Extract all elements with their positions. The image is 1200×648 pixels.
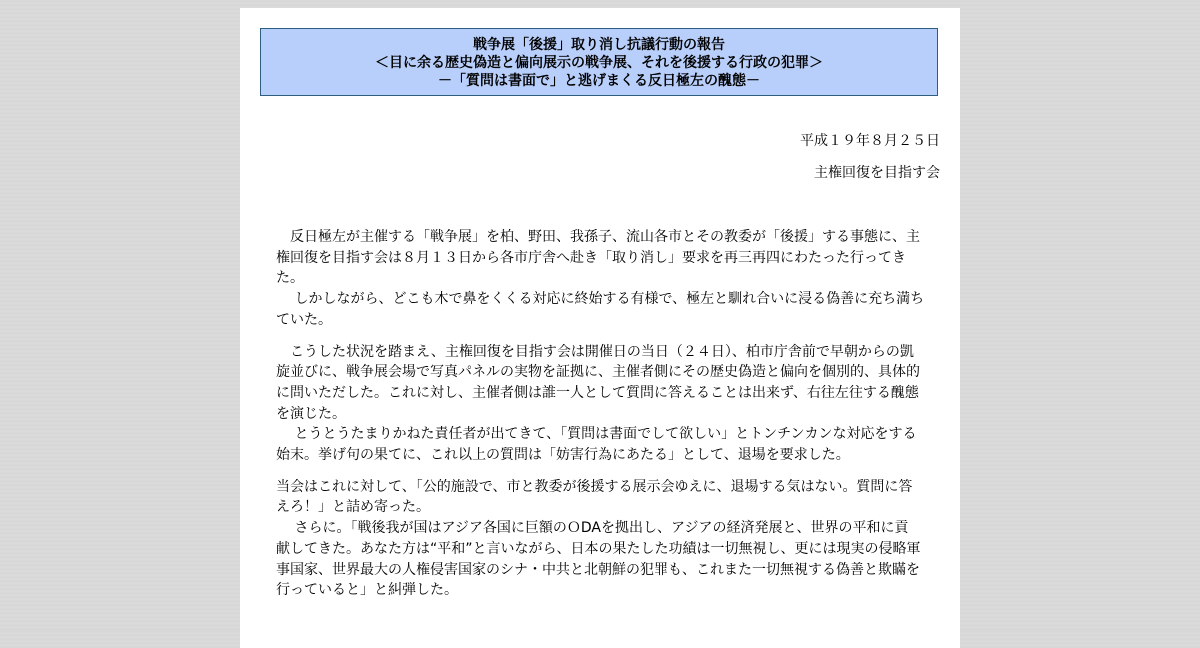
text-line: こうした状況を踏まえ、主権回復を目指す会は開催日の当日（２４日）、柏市庁舎前で早朝からの凱	[276, 343, 914, 360]
text-line: 献してきた。あなた方は“平和”と言いながら、日本の果たした功績は一切無視し、更には現実の侵略軍	[276, 540, 921, 557]
text-line: とうとうたまりかねた責任者が出てきて、「質問は書面でして欲しい」とトンチンカンな対応をする	[276, 426, 917, 443]
text-line: 旋並びに、戦争展会場で写真パネルの実物を証拠に、主催者側にその歴史偽造と偏向を個別的、具体的	[276, 364, 920, 381]
organization-name: 主権回復を目指す会	[814, 165, 940, 181]
text-line: しかしながら、どこも木で鼻をくくる対応に終始する有様で、極左と馴れ合いに浸る偽善に充ち満ち	[276, 291, 925, 308]
title-line-3: －「質問は書面で」と逃げまくる反日極左の醜態－	[438, 73, 760, 89]
text-line: に問いただした。これに対し、主催者側は誰一人として質問に答えることは出来ず、右往左往する醜態	[276, 384, 919, 401]
text-line: 反日極左が主催する「戦争展」を柏、野田、我孫子、流山各市とその教委が「後援」する事態に、主	[276, 229, 920, 245]
title-box	[260, 28, 938, 96]
title-line-1: 戦争展「後援」取り消し抗議行動の報告	[473, 37, 725, 53]
text-line: た。	[276, 270, 304, 287]
paragraph-2	[276, 342, 926, 466]
text-line: さらに。「戦後我が国はアジア各国に巨額のＯDAを拠出し、アジアの経済発展と、世界の平和に貢	[276, 520, 909, 537]
date: 平成１９年８月２５日	[800, 133, 940, 149]
title-line-2: ＜目に余る歴史偽造と偏向展示の戦争展、それを後援する行政の犯罪＞	[375, 55, 823, 71]
document-page	[240, 8, 960, 648]
paragraph-3	[276, 477, 926, 601]
text-line: 始末。挙げ句の果てに、これ以上の質問は「妨害行為にあたる」として、退場を要求した。	[276, 447, 850, 464]
text-line: 行っていると」と糾弾した。	[276, 582, 458, 599]
text-line: を演じた。	[276, 405, 346, 422]
text-line: 事国家、世界最大の人権侵害国家のシナ・中共と北朝鮮の犯罪も、これまた一切無視する偽善と欺瞞を	[276, 561, 920, 578]
paragraph-1	[276, 227, 926, 331]
text-line: 権回復を目指す会は８月１３日から各市庁舎へ赴き「取り消し」要求を再三再四にわたった行ってき	[276, 249, 906, 266]
text-line: えろ！」と詰め寄った。	[276, 499, 430, 516]
text-line: 当会はこれに対して、「公的施設で、市と教委が後援する展示会ゆえに、退場する気はない。質問に答	[276, 478, 913, 495]
text-line: ていた。	[276, 311, 332, 328]
article-body	[276, 227, 926, 612]
